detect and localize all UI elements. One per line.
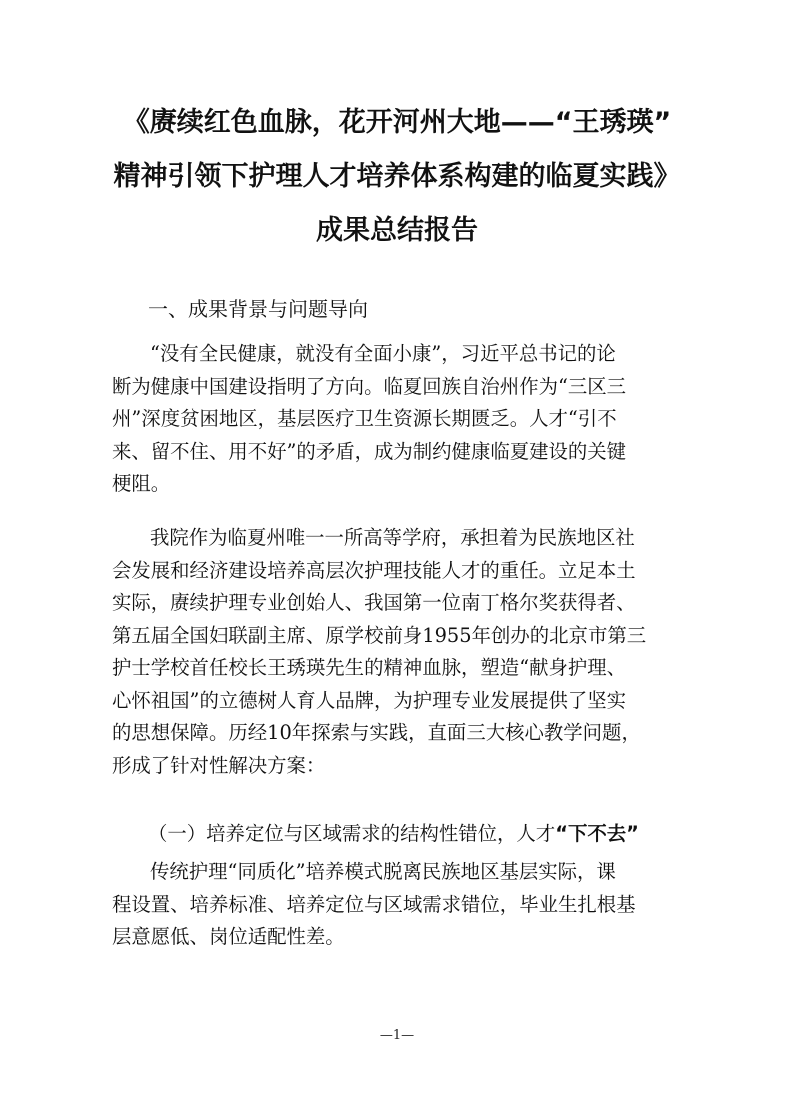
text-line: 的思想保障。历经10年探索与实践，直面三大核心教学问题， [112, 721, 641, 744]
text-line: 传统护理“同质化”培养模式脱离民族地区基层实际，课 [150, 860, 616, 883]
text-line: 会发展和经济建设培养高层次护理技能人才的重任。立足本土 [112, 558, 636, 582]
paragraph-institution [112, 522, 688, 782]
subsection-heading-text: （一）培养定位与区域需求的结构性错位，人才 [148, 822, 556, 845]
paragraph-problem-one [112, 856, 688, 954]
page-number: —1— [379, 1028, 415, 1043]
subsection-heading-emphasis: “下不去” [555, 822, 639, 845]
title-line: 《赓续红色血脉，花开河州大地——“王琇瑛” [122, 107, 672, 138]
text-line: 层意愿低、岗位适配性差。 [112, 925, 345, 948]
text-line: 形成了针对性解决方案： [112, 753, 326, 777]
text-line: 来、留不住、用不好”的矛盾，成为制约健康临夏建设的关键 [112, 439, 627, 463]
text-line: 程设置、培养标准、培养定位与区域需求错位，毕业生扎根基 [112, 892, 636, 916]
text-line: 实际，赓续护理专业创始人、我国第一位南丁格尔奖获得者、 [112, 591, 636, 614]
title-line: 成果总结报告 [316, 215, 478, 246]
document-title [60, 96, 734, 258]
text-line: 断为健康中国建设指明了方向。临夏回族自治州作为“三区三 [112, 374, 627, 398]
text-line: 我院作为临夏州唯一一所高等学府，承担着为民族地区社 [150, 526, 635, 549]
text-line: 护士学校首任校长王琇瑛先生的精神血脉，塑造“献身护理、 [112, 656, 627, 679]
paragraph-background [112, 338, 688, 501]
text-line: 第五届全国妇联副主席、原学校前身1955年创办的北京市第三 [112, 623, 647, 647]
text-line: 州”深度贫困地区，基层医疗卫生资源长期匮乏。人才“引不 [112, 407, 617, 430]
text-line: “没有全民健康，就没有全面小康”，习近平总书记的论 [150, 342, 616, 365]
subsection-heading [148, 818, 639, 850]
section-heading: 一、成果背景与问题导向 [148, 297, 368, 321]
text-line: 心怀祖国”的立德树人育人品牌，为护理专业发展提供了坚实 [112, 688, 627, 712]
text-line: 梗阻。 [112, 472, 171, 495]
title-line: 精神引领下护理人才培养体系构建的临夏实践》 [113, 161, 681, 192]
